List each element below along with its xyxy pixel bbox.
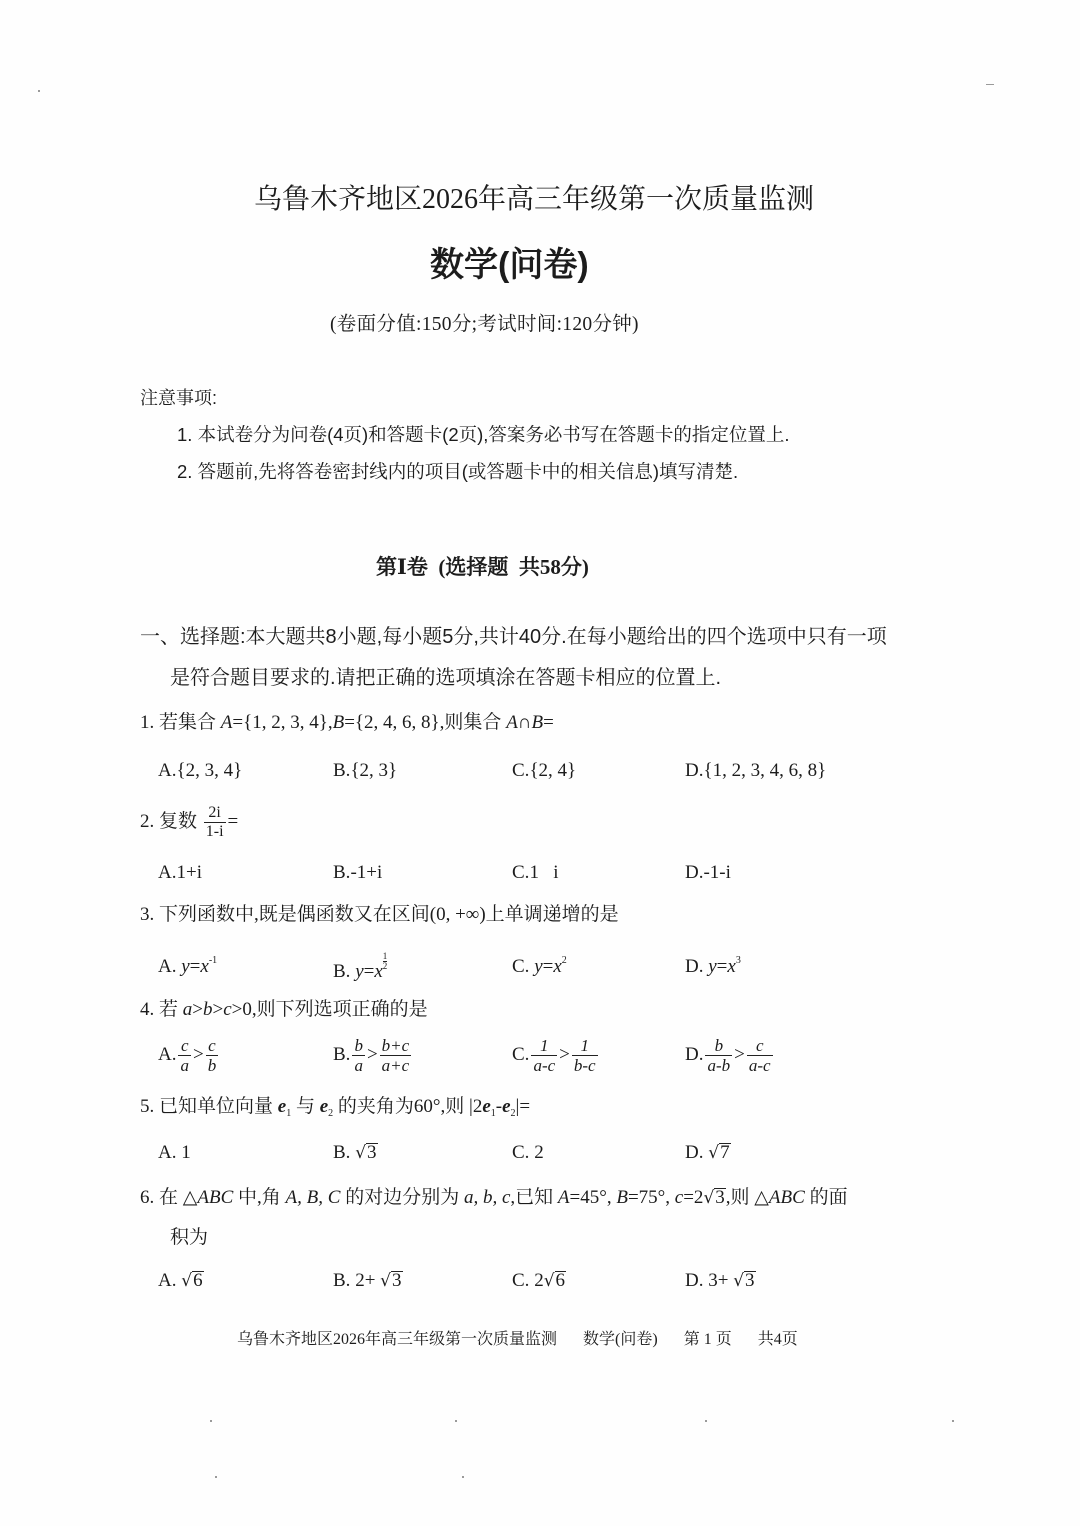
radical-sign-icon: √ — [355, 1143, 367, 1163]
stem-text: 若 — [154, 999, 183, 1020]
math-var: ABC — [768, 1187, 805, 1208]
question-number: 2. — [140, 811, 155, 832]
radical-sign-icon: √ — [181, 1271, 193, 1291]
option-label: B. — [333, 1142, 351, 1163]
option-b — [333, 756, 397, 786]
option-label: A. — [158, 1044, 177, 1065]
math-value: =75°, — [627, 1187, 675, 1208]
option-c — [512, 1266, 566, 1296]
stem-text: 若集合 — [154, 712, 221, 733]
option-label: B. — [333, 1044, 351, 1065]
numerator: 1 — [531, 1036, 557, 1056]
option-c — [512, 1033, 600, 1077]
subject-title: 数学(问卷) — [430, 246, 589, 284]
part-instruction-line1: 一、选择题:本大题共8小题,每小题5分,共计40分.在每小题给出的四个选项中只有一项 — [140, 626, 887, 648]
triangle-symbol: △ — [182, 1187, 198, 1208]
math-var: B — [531, 712, 544, 733]
option-d — [685, 1033, 775, 1077]
square-root — [355, 1142, 377, 1163]
numerator: c — [747, 1036, 773, 1056]
math-var: A, B, C — [285, 1187, 341, 1208]
option-b — [333, 1138, 378, 1168]
math-abs-open: |2 — [469, 1096, 483, 1117]
option-label: A. — [158, 760, 177, 781]
option-label: D. — [685, 1044, 704, 1065]
subscript: 1 — [490, 1108, 496, 1119]
stem-text: 下列函数中,既是偶函数又在区间(0, +∞)上单调递增的是 — [154, 904, 619, 925]
part-instruction-line2: 是符合题目要求的.请把正确的选项填涂在答题卡相应的位置上. — [170, 667, 722, 689]
square-root — [544, 1270, 566, 1291]
question-4-options — [140, 1033, 940, 1077]
stem-text: ,则 — [725, 1187, 755, 1208]
option-label: C. — [512, 862, 530, 883]
math-op: > — [192, 999, 203, 1020]
fraction — [204, 804, 226, 841]
section-title: 第Ⅰ卷 (选择题 共58分) — [376, 555, 589, 579]
stem-text: 在 — [154, 1187, 183, 1208]
fraction — [705, 1036, 732, 1075]
math-var: y — [534, 956, 543, 977]
fraction — [747, 1036, 773, 1075]
option-label: B. — [333, 862, 351, 883]
math-var: ABC — [197, 1187, 234, 1208]
math-var: B — [616, 1187, 628, 1208]
option-label: B. — [333, 961, 351, 982]
math-op: ∩ — [517, 712, 532, 733]
denominator: a-c — [533, 1056, 556, 1076]
option-a — [158, 952, 217, 982]
radicand: 7 — [720, 1142, 730, 1163]
stem-text: 的夹角为60°,则 — [333, 1096, 470, 1117]
scan-speck — [705, 1420, 707, 1422]
math-set: ={2, 4, 6, 8}, — [344, 712, 445, 733]
option-label: C. — [512, 956, 530, 977]
option-a — [158, 1033, 220, 1077]
stem-text: 复数 — [154, 811, 202, 832]
scan-speck — [952, 1420, 954, 1422]
notice-heading: 注意事项: — [140, 388, 218, 408]
option-value: {2, 3, 4} — [176, 760, 243, 781]
option-prefix: 2 — [534, 1270, 544, 1291]
denominator: 2 — [382, 961, 388, 971]
subscript: 2 — [328, 1108, 334, 1119]
footer-page-number: 第 1 页 — [683, 1331, 732, 1348]
triangle-symbol: △ — [754, 1187, 769, 1208]
stem-text: ,已知 — [510, 1187, 558, 1208]
denominator: 1-i — [205, 823, 224, 841]
math-op: - — [495, 1096, 503, 1117]
exponent: -1 — [208, 955, 218, 966]
stem-text: 的面 — [804, 1187, 848, 1208]
math-set: ={1, 2, 3, 4}, — [232, 712, 333, 733]
math-op: = — [716, 956, 728, 977]
option-value: -1+i — [350, 862, 383, 883]
denominator: a-c — [748, 1056, 771, 1076]
radicand: 3 — [392, 1270, 402, 1291]
stem-text: 的对边分别为 — [340, 1187, 464, 1208]
vector-var: e — [502, 1096, 511, 1117]
numerator: 2i — [204, 804, 226, 823]
option-label: D. — [685, 956, 704, 977]
scan-speck — [210, 1420, 212, 1422]
math-var: c — [674, 1187, 684, 1208]
option-d — [685, 858, 731, 888]
option-label: B. — [333, 1270, 351, 1291]
radical-sign-icon: √ — [708, 1143, 720, 1163]
option-c — [512, 858, 558, 888]
option-prefix: 3+ — [708, 1270, 729, 1291]
math-var: y — [355, 961, 364, 982]
option-value: 1 — [181, 1142, 191, 1163]
footer-title: 乌鲁木齐地区2026年高三年级第一次质量监测 — [237, 1331, 558, 1348]
fraction — [572, 1036, 598, 1075]
question-6-stem — [140, 1183, 848, 1213]
option-value: 1+i — [176, 862, 202, 883]
exponent: 3 — [735, 955, 741, 966]
question-1-stem — [140, 708, 554, 738]
math-var: A — [557, 1187, 570, 1208]
exponent: 2 — [561, 955, 567, 966]
option-label: A. — [158, 1142, 177, 1163]
math-var: x — [200, 956, 209, 977]
fraction — [531, 1036, 557, 1075]
math-op: = — [227, 811, 239, 832]
subscript: 1 — [286, 1108, 292, 1119]
option-label: A. — [158, 956, 177, 977]
denominator: a — [180, 1056, 189, 1076]
fraction — [380, 1036, 412, 1075]
footer-page-total: 共4页 — [757, 1331, 798, 1348]
scan-speck — [215, 1476, 217, 1478]
math-op: > — [559, 1044, 570, 1065]
question-2-stem — [140, 800, 238, 844]
radicand: 6 — [555, 1270, 566, 1291]
option-prefix: 2+ — [355, 1270, 376, 1291]
question-6-stem-line2: 积为 — [170, 1227, 209, 1248]
question-3-stem — [140, 900, 619, 930]
radicand: 3 — [745, 1270, 755, 1291]
math-op: > — [192, 1044, 204, 1065]
option-label: C. — [512, 1044, 530, 1065]
numerator: c — [206, 1036, 219, 1056]
option-label: D. — [685, 862, 704, 883]
stem-text: 中,角 — [233, 1187, 286, 1208]
fraction — [352, 1036, 365, 1075]
square-root — [733, 1270, 755, 1291]
math-var: b — [202, 999, 213, 1020]
math-op: > — [212, 999, 224, 1020]
option-b — [333, 952, 387, 987]
math-op: = — [543, 712, 554, 733]
math-var: a — [182, 999, 193, 1020]
math-number: 0 — [242, 999, 252, 1020]
math-var: x — [727, 956, 736, 977]
stem-text: 则集合 — [444, 712, 507, 733]
question-number: 3. — [140, 904, 155, 925]
question-5-stem — [140, 1092, 530, 1122]
option-d — [685, 1266, 756, 1296]
math-op: > — [231, 999, 243, 1020]
radical-sign-icon: √ — [703, 1188, 715, 1208]
numerator: 1 — [572, 1036, 598, 1056]
option-c — [512, 756, 576, 786]
denominator: b — [207, 1056, 217, 1076]
exam-info: (卷面分值:150分;考试时间:120分钟) — [330, 314, 639, 335]
exponent-fraction — [383, 952, 388, 971]
radicand: 6 — [193, 1270, 203, 1291]
radical-sign-icon: √ — [543, 1271, 555, 1291]
question-number: 4. — [140, 999, 155, 1020]
math-var: a, b, c — [463, 1187, 511, 1208]
option-b — [333, 1033, 413, 1077]
math-var: B — [332, 712, 345, 733]
square-root — [703, 1187, 725, 1208]
option-label: A. — [158, 1270, 177, 1291]
scan-speck — [986, 84, 994, 85]
subscript: 2 — [510, 1108, 516, 1119]
square-root — [708, 1142, 730, 1163]
notice-item: 1. 本试卷分为问卷(4页)和答题卡(2页),答案务必书写在答题卡的指定位置上. — [177, 424, 790, 445]
page-footer — [237, 1330, 798, 1350]
option-d — [685, 756, 826, 786]
option-a — [158, 858, 202, 888]
math-var: A — [506, 712, 518, 733]
option-label: A. — [158, 862, 177, 883]
fraction — [206, 1036, 219, 1075]
math-op: > — [366, 1044, 378, 1065]
stem-text: 已知单位向量 — [154, 1096, 278, 1117]
option-a — [158, 1266, 204, 1296]
math-op: = — [189, 956, 201, 977]
math-value: =45°, — [569, 1187, 617, 1208]
option-value: {2, 3} — [350, 760, 398, 781]
option-label: C. — [512, 1270, 530, 1291]
option-value: {2, 4} — [529, 760, 577, 781]
option-label: D. — [685, 760, 704, 781]
option-label: B. — [333, 760, 351, 781]
option-value: -1-i — [703, 862, 731, 883]
option-b — [333, 858, 382, 888]
square-root — [181, 1270, 203, 1291]
math-value: =2 — [683, 1187, 704, 1208]
radical-sign-icon: √ — [380, 1271, 391, 1291]
math-op: = — [542, 956, 554, 977]
math-var: x — [374, 961, 383, 982]
option-c — [512, 952, 567, 982]
radicand: 3 — [367, 1142, 377, 1163]
vector-var: e — [277, 1096, 287, 1117]
math-abs-close: |= — [515, 1096, 531, 1117]
option-a — [158, 756, 242, 786]
exam-title: 乌鲁木齐地区2026年高三年级第一次质量监测 — [254, 184, 815, 215]
denominator: a — [354, 1056, 363, 1076]
option-value: 1 i — [529, 862, 559, 883]
option-value: {1, 2, 3, 4, 6, 8} — [703, 760, 827, 781]
denominator: a+c — [381, 1056, 410, 1076]
option-d — [685, 952, 741, 982]
numerator: c — [178, 1036, 191, 1056]
question-number: 6. — [140, 1187, 155, 1208]
math-var: A — [220, 712, 233, 733]
question-number: 5. — [140, 1096, 155, 1117]
stem-text: ,则下列选项正确的是 — [251, 999, 428, 1020]
question-number: 1. — [140, 712, 155, 733]
numerator: 1 — [382, 951, 388, 961]
math-var: c — [223, 999, 232, 1020]
fraction — [178, 1036, 191, 1075]
vector-var: e — [319, 1096, 329, 1117]
question-5-options — [140, 1138, 940, 1168]
numerator: b — [354, 1036, 363, 1056]
scan-speck — [462, 1476, 464, 1478]
scan-speck — [38, 90, 40, 92]
math-op: > — [734, 1044, 745, 1065]
question-3-options — [140, 952, 940, 982]
option-label: C. — [512, 760, 530, 781]
option-b — [333, 1266, 403, 1296]
question-6-options — [140, 1266, 940, 1296]
math-var: x — [553, 956, 562, 977]
math-op: = — [363, 961, 375, 982]
stem-text: 与 — [291, 1096, 320, 1117]
question-2-options — [140, 858, 940, 888]
option-label: C. — [512, 1142, 530, 1163]
option-a — [158, 1138, 191, 1168]
option-label: D. — [685, 1142, 704, 1163]
math-var: y — [181, 956, 190, 977]
radicand: 3 — [715, 1187, 725, 1208]
option-label: D. — [685, 1270, 704, 1291]
radical-sign-icon: √ — [733, 1271, 745, 1291]
option-d — [685, 1138, 731, 1168]
denominator: b-c — [573, 1056, 596, 1076]
denominator: a-b — [707, 1056, 731, 1076]
square-root — [380, 1270, 402, 1291]
footer-subject: 数学(问卷) — [583, 1331, 658, 1348]
numerator: b+c — [381, 1036, 410, 1056]
numerator: b — [705, 1036, 732, 1056]
vector-var: e — [482, 1096, 491, 1117]
option-value: 2 — [534, 1142, 544, 1163]
notice-item: 2. 答题前,先将答卷密封线内的项目(或答题卡中的相关信息)填写清楚. — [177, 461, 739, 482]
math-var: y — [708, 956, 717, 977]
question-4-stem — [140, 995, 428, 1025]
option-c — [512, 1138, 544, 1168]
question-1-options — [140, 756, 940, 786]
scan-speck — [455, 1420, 457, 1422]
